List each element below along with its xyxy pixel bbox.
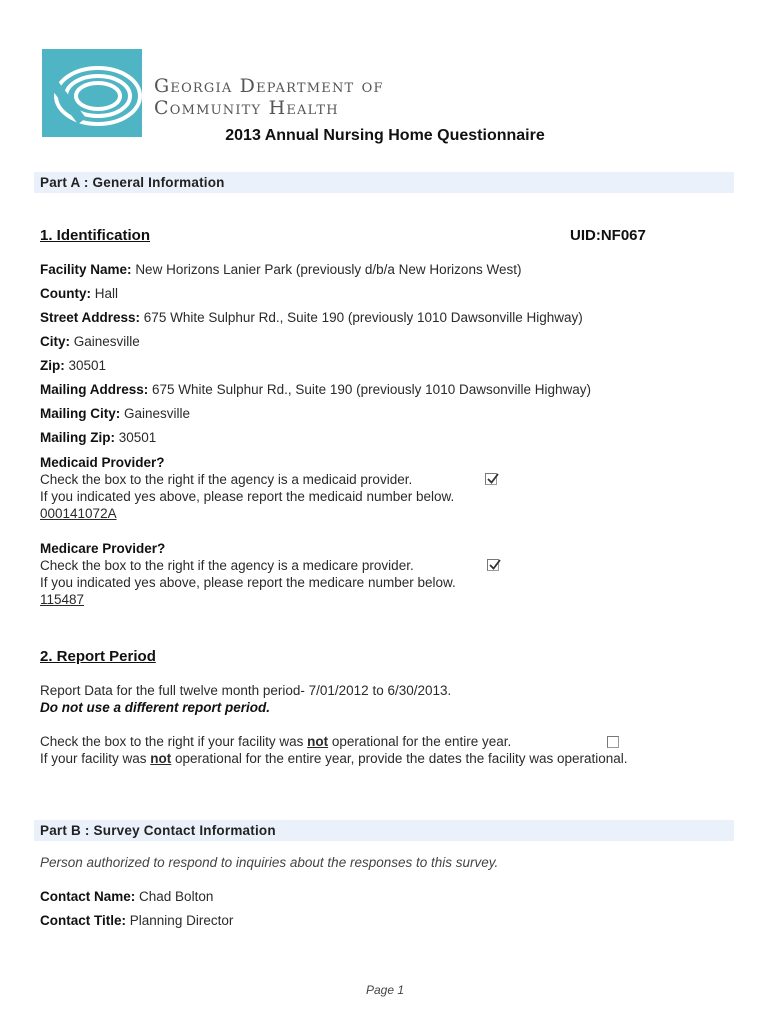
- checkmark-icon: [486, 472, 500, 486]
- field-value: Planning Director: [129, 913, 234, 928]
- medicare-checkbox[interactable]: [487, 559, 499, 571]
- medicaid-check-text: Check the box to the right if the agency is a medicaid provider.: [40, 472, 413, 487]
- field-label: Facility Name:: [40, 262, 132, 277]
- medicaid-number: 000141072A: [40, 506, 117, 521]
- checkmark-icon: [488, 558, 502, 572]
- medicaid-heading: Medicaid Provider?: [40, 455, 165, 470]
- contact-name-row: [40, 889, 213, 904]
- text-part: operational for the entire year, provide the dates the facility was operational.: [171, 751, 628, 766]
- not-operational-checkbox[interactable]: [607, 736, 619, 748]
- medicaid-checkbox[interactable]: [485, 473, 497, 485]
- emphasis-not: not: [307, 734, 329, 749]
- city-row: [40, 334, 140, 349]
- field-label: Mailing Zip:: [40, 430, 115, 445]
- mailing-city-row: [40, 406, 190, 421]
- field-value: 30501: [118, 430, 157, 445]
- mailing-address-row: [40, 382, 591, 397]
- field-label: Contact Title:: [40, 913, 127, 928]
- agency-logo-text: [154, 75, 384, 119]
- field-value: Gainesville: [124, 406, 191, 421]
- field-value: 675 White Sulphur Rd., Suite 190 (previously 1010 Dawsonville Highway): [143, 310, 583, 325]
- report-period-warning: Do not use a different report period.: [40, 700, 271, 715]
- medicaid-instruction: If you indicated yes above, please report the medicaid number below.: [40, 489, 455, 504]
- medicare-check-text: Check the box to the right if the agency is a medicare provider.: [40, 558, 414, 573]
- field-value: Gainesville: [73, 334, 140, 349]
- page-number: Page 1: [365, 983, 405, 997]
- medicare-heading: Medicare Provider?: [40, 541, 166, 556]
- text-part: Check the box to the right if your facility was: [40, 734, 308, 749]
- field-label: Contact Name:: [40, 889, 136, 904]
- contact-intro: Person authorized to respond to inquiries about the responses to this survey.: [40, 855, 499, 870]
- field-label: Mailing Address:: [40, 382, 149, 397]
- field-value: 675 White Sulphur Rd., Suite 190 (previously 1010 Dawsonville Highway): [152, 382, 592, 397]
- emphasis-not: not: [150, 751, 172, 766]
- uid-label: UID:NF067: [570, 227, 646, 244]
- gdch-logo-mark: [42, 49, 142, 137]
- report-period-heading: 2. Report Period: [40, 648, 156, 665]
- county-row: [40, 286, 118, 301]
- field-label: Mailing City:: [40, 406, 121, 421]
- field-value: 30501: [68, 358, 107, 373]
- field-value: Chad Bolton: [139, 889, 214, 904]
- medicare-instruction: If you indicated yes above, please report the medicare number below.: [40, 575, 456, 590]
- field-label: City:: [40, 334, 70, 349]
- part-b-header: Part B : Survey Contact Information: [34, 820, 734, 841]
- logo-line-2: Community Health: [154, 97, 339, 119]
- field-value: Hall: [94, 286, 119, 301]
- not-operational-check-text: [40, 734, 511, 749]
- report-period-text: Report Data for the full twelve month period- 7/01/2012 to 6/30/2013.: [40, 683, 452, 698]
- field-label: Zip:: [40, 358, 65, 373]
- text-part: If your facility was: [40, 751, 151, 766]
- mailing-zip-row: [40, 430, 156, 445]
- field-label: Street Address:: [40, 310, 141, 325]
- zip-row: [40, 358, 106, 373]
- identification-heading: 1. Identification: [40, 227, 151, 244]
- text-part: operational for the entire year.: [328, 734, 512, 749]
- medicare-number: 115487: [40, 592, 85, 607]
- facility-name-row: [40, 262, 521, 277]
- operational-dates-instruction: [40, 751, 628, 766]
- field-value: New Horizons Lanier Park (previously d/b/a New Horizons West): [135, 262, 522, 277]
- document-title: 2013 Annual Nursing Home Questionnaire: [225, 127, 545, 144]
- contact-title-row: [40, 913, 233, 928]
- part-a-header: Part A : General Information: [34, 172, 734, 193]
- logo-line-1: Georgia Department of: [154, 75, 384, 97]
- field-label: County:: [40, 286, 91, 301]
- street-address-row: [40, 310, 583, 325]
